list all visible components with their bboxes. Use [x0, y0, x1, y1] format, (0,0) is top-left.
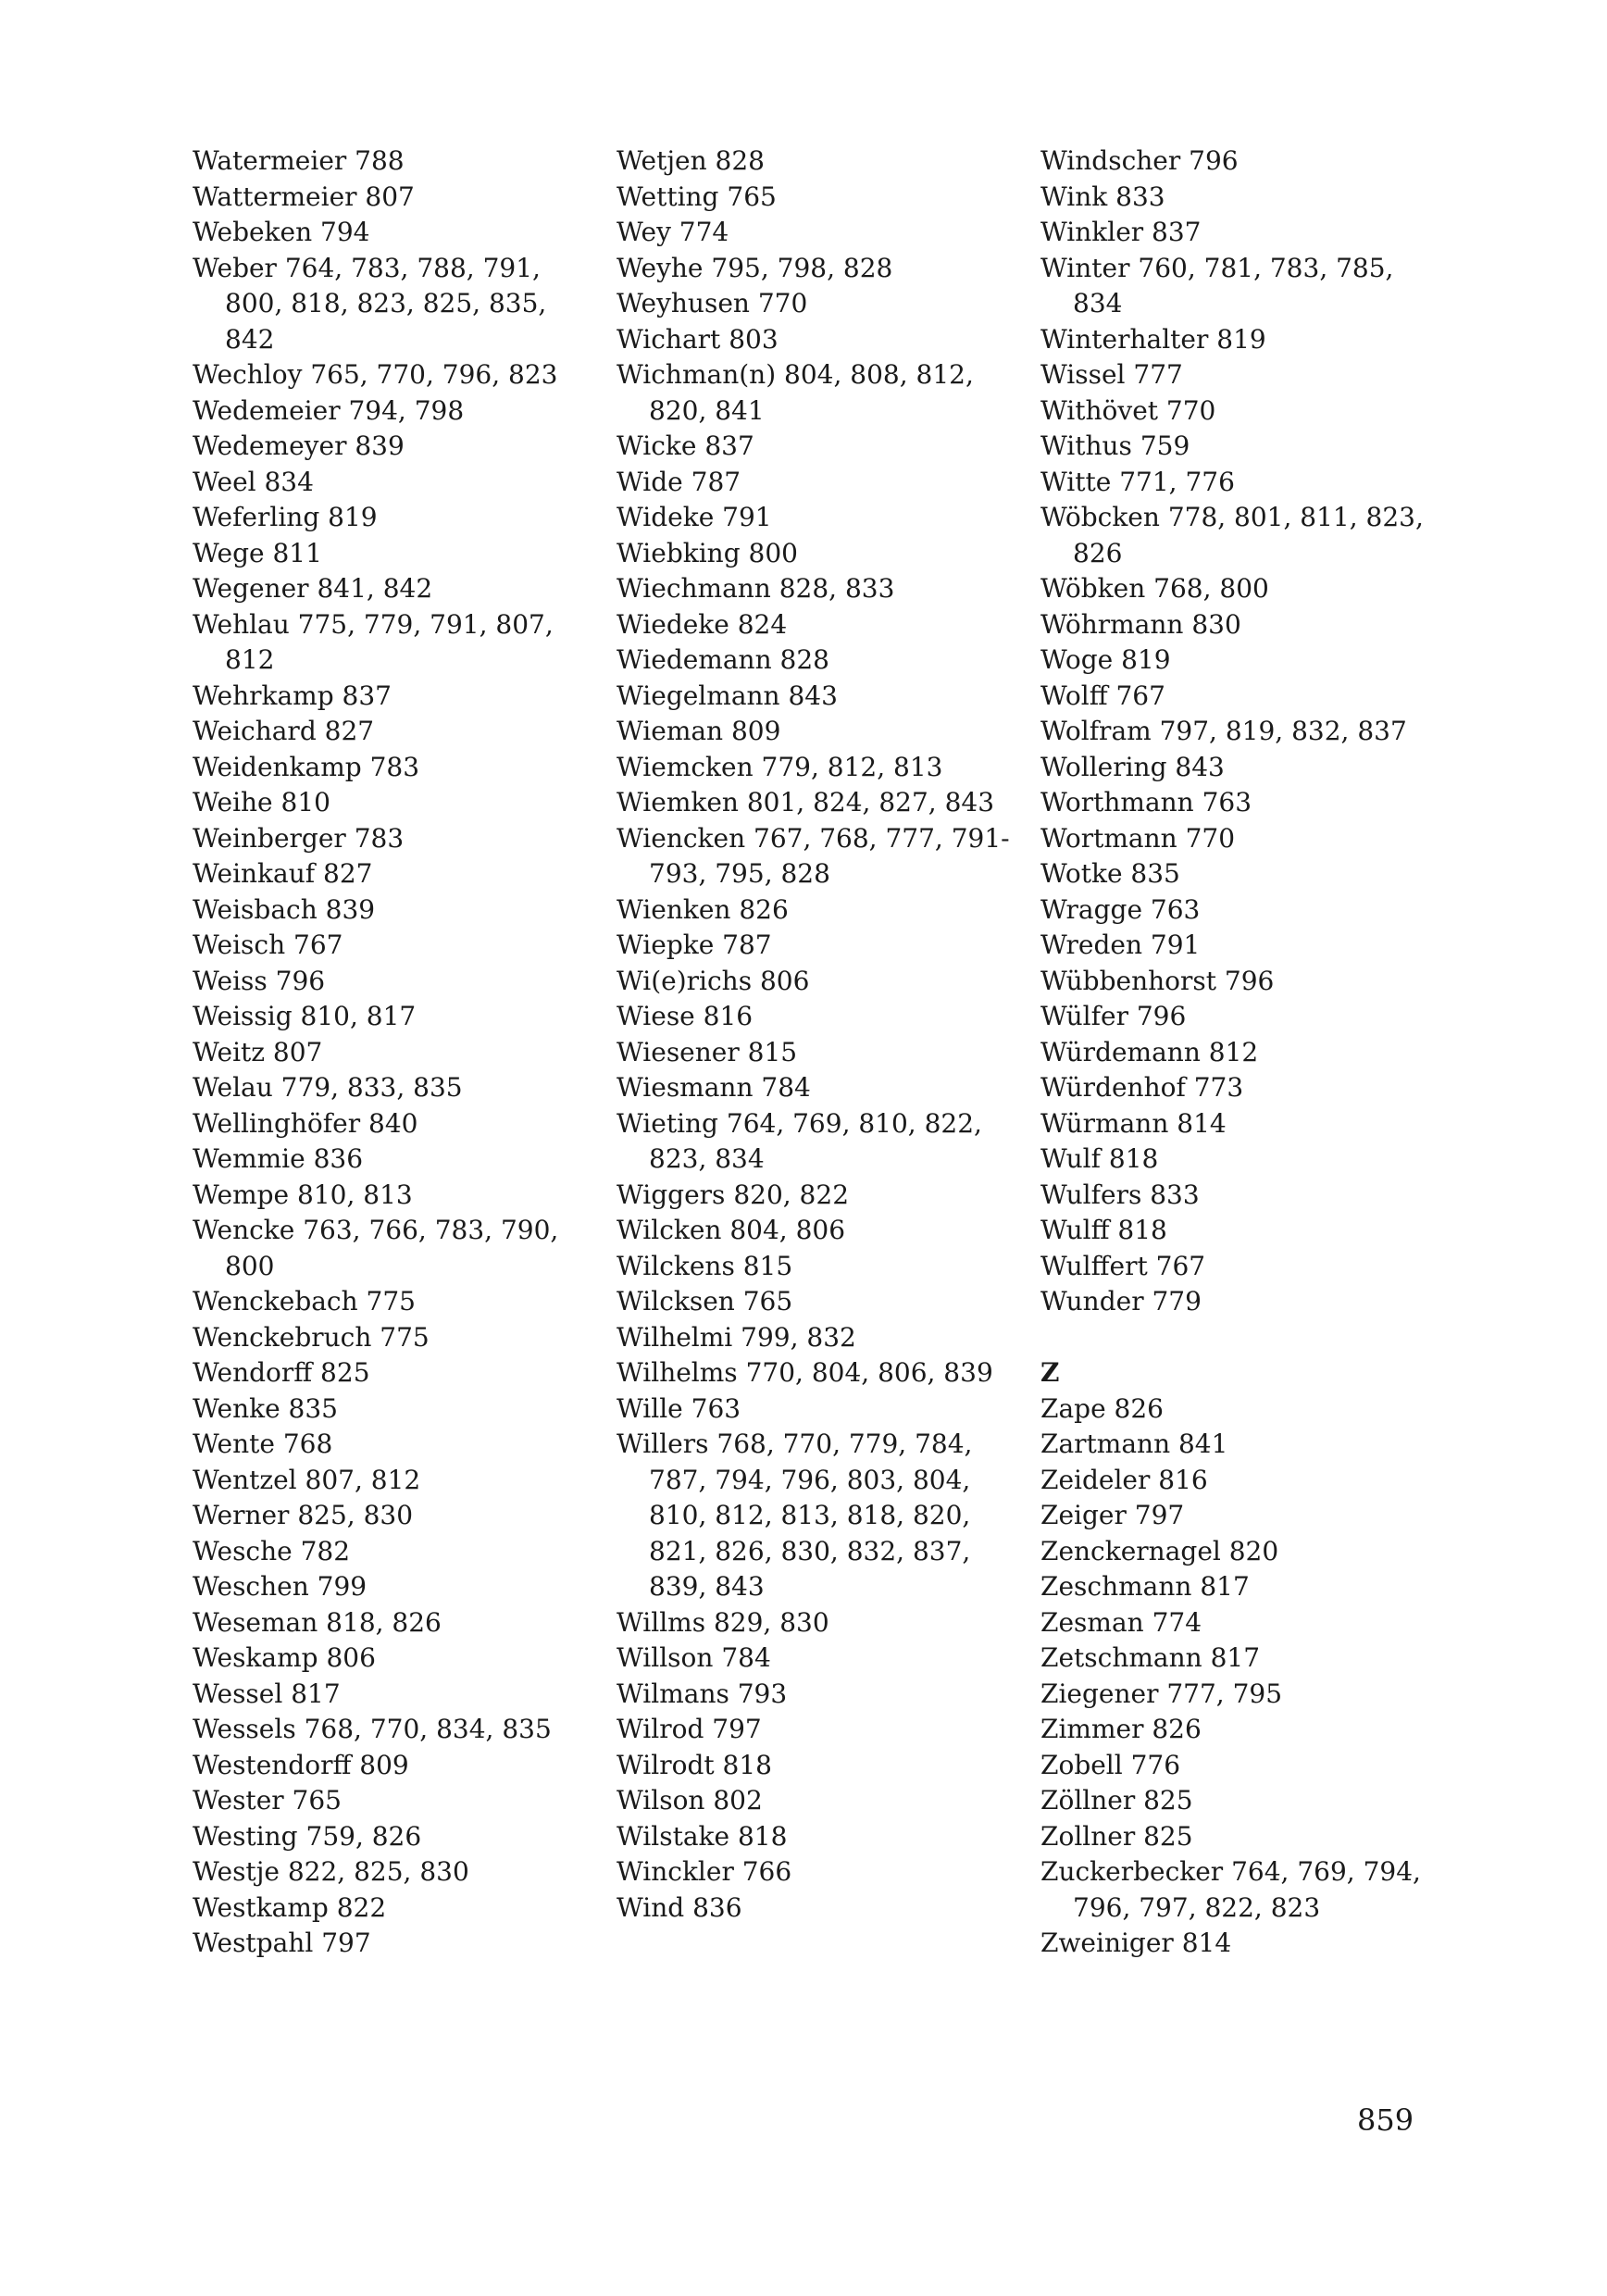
index-entry: Weisch 767 — [193, 930, 343, 960]
index-entry: Wessels 768, 770, 834, 835 — [193, 1714, 552, 1744]
index-entry: Wissel 777 — [1040, 359, 1183, 390]
index-entry: Weichard 827 — [193, 716, 375, 746]
index-entry: Wolfram 797, 819, 832, 837 — [1040, 716, 1407, 746]
index-column-3 — [1040, 144, 1439, 1962]
index-entry: Withus 759 — [1040, 430, 1190, 461]
index-entry: Wiedemann 828 — [617, 644, 829, 675]
index-entry: Wöbcken 778, 801, 811, 823, 826 — [1040, 502, 1424, 568]
index-entry: Wiepke 787 — [617, 930, 772, 960]
index-entry: Wulfers 833 — [1040, 1179, 1200, 1210]
index-entry: Wollering 843 — [1040, 751, 1225, 782]
index-entry: Wilhelms 770, 804, 806, 839 — [617, 1357, 993, 1388]
index-column-2 — [617, 144, 1015, 1926]
index-entry: Wessel 817 — [193, 1678, 341, 1709]
index-entry: Wunder 779 — [1040, 1286, 1202, 1316]
index-column-3-w-entries — [1040, 144, 1439, 1320]
index-entry: Wink 833 — [1040, 181, 1165, 212]
index-entry: Zimmer 826 — [1040, 1714, 1202, 1744]
letter-heading-z: Z — [1040, 1357, 1060, 1388]
index-entry: Wulf 818 — [1040, 1143, 1159, 1174]
index-entry: Weinberger 783 — [193, 822, 405, 854]
index-entry: Zollner 825 — [1040, 1820, 1193, 1852]
index-entry: Westing 759, 826 — [193, 1820, 422, 1852]
index-entry: Wienken 826 — [617, 893, 789, 925]
index-entry: Weel 834 — [193, 466, 314, 497]
index-entry: Wellinghöfer 840 — [193, 1107, 418, 1139]
index-entry: Würmann 814 — [1040, 1107, 1227, 1139]
index-entry: Zetschmann 817 — [1040, 1642, 1261, 1673]
index-entry: Wöhrmann 830 — [1040, 608, 1241, 640]
index-entry: Wieting 764, 769, 810, 822, 823, 834 — [617, 1107, 982, 1174]
index-entry: Wiesener 815 — [617, 1036, 798, 1067]
index-entry: Wetting 765 — [617, 181, 777, 212]
index-entry: Wiebking 800 — [617, 537, 798, 568]
index-entry: Würdemann 812 — [1040, 1036, 1259, 1067]
index-entry: Westendorff 809 — [193, 1749, 409, 1780]
index-entry: Wiedeke 824 — [617, 608, 788, 640]
index-entry: Winterhalter 819 — [1040, 323, 1266, 355]
index-entry: Willms 829, 830 — [617, 1606, 829, 1638]
index-entry: Wechloy 765, 770, 796, 823 — [193, 359, 558, 390]
index-entry: Wübbenhorst 796 — [1040, 965, 1275, 996]
index-entry: Zenckernagel 820 — [1040, 1535, 1279, 1566]
index-entry: Westkamp 822 — [193, 1891, 387, 1923]
page-number: 859 — [1357, 2103, 1414, 2138]
index-entry: Wenckebruch 775 — [193, 1321, 430, 1353]
index-entry: Würdenhof 773 — [1040, 1072, 1244, 1103]
index-entry: Weissig 810, 817 — [193, 1001, 417, 1031]
index-entry: Wempe 810, 813 — [193, 1179, 413, 1210]
index-entry: Wenckebach 775 — [193, 1286, 416, 1316]
index-entry: Wetjen 828 — [617, 145, 765, 176]
index-entry: Wey 774 — [617, 217, 729, 247]
index-entry: Zartmann 841 — [1040, 1429, 1228, 1459]
index-entry: Zuckerbecker 764, 769, 794, 796, 797, 822, 823 — [1040, 1856, 1421, 1923]
index-entry: Witte 771, 776 — [1040, 466, 1235, 497]
index-entry: Wege 811 — [193, 537, 322, 568]
index-entry: Wiesmann 784 — [617, 1072, 811, 1103]
index-entry: Zobell 776 — [1040, 1749, 1181, 1780]
index-entry: Weinkauf 827 — [193, 858, 373, 889]
index-entry: Wehlau 775, 779, 791, 807, 812 — [193, 608, 554, 675]
index-entry: Winkler 837 — [1040, 217, 1202, 247]
index-entry: Zape 826 — [1040, 1392, 1164, 1424]
index-entry: Webeken 794 — [193, 217, 370, 247]
index-entry: Weyhe 795, 798, 828 — [617, 252, 893, 283]
index-entry: Withövet 770 — [1040, 394, 1216, 426]
index-entry: Wiggers 820, 822 — [617, 1179, 850, 1210]
index-entry: Wulff 818 — [1040, 1215, 1167, 1245]
index-entry: Wind 836 — [617, 1891, 742, 1923]
index-entry: Wi(e)richs 806 — [617, 965, 810, 996]
index-entry: Windscher 796 — [1040, 145, 1239, 176]
index-entry: Wentzel 807, 812 — [193, 1464, 421, 1495]
index-entry: Weskamp 806 — [193, 1642, 376, 1673]
index-entry: Zesman 774 — [1040, 1606, 1202, 1638]
index-entry: Weihe 810 — [193, 787, 330, 817]
index-column-1 — [193, 144, 591, 1962]
index-entry: Wilstake 818 — [617, 1820, 788, 1852]
index-entry: Wehrkamp 837 — [193, 680, 392, 711]
index-entry: Wegener 841, 842 — [193, 573, 433, 604]
index-entry: Wencke 763, 766, 783, 790, 800 — [193, 1215, 559, 1281]
index-entry: Zweiniger 814 — [1040, 1928, 1232, 1958]
index-entry: Wortmann 770 — [1040, 822, 1236, 854]
index-entry: Welau 779, 833, 835 — [193, 1072, 463, 1103]
index-entry: Wesche 782 — [193, 1535, 351, 1566]
index-entry: Wester 765 — [193, 1785, 342, 1816]
index-entry: Weschen 799 — [193, 1571, 367, 1602]
index-entry: Ziegener 777, 795 — [1040, 1678, 1283, 1709]
index-entry: Winter 760, 781, 783, 785, 834 — [1040, 252, 1394, 318]
index-entry: Weseman 818, 826 — [193, 1606, 442, 1638]
index-entry: Willson 784 — [617, 1642, 771, 1673]
index-entry: Worthmann 763 — [1040, 787, 1252, 817]
index-entry: Wente 768 — [193, 1429, 333, 1459]
index-entry: Wiese 816 — [617, 1001, 754, 1031]
index-entry: Wotke 835 — [1040, 858, 1180, 889]
index-entry: Wemmie 836 — [193, 1143, 364, 1174]
index-entry: Wendorff 825 — [193, 1357, 370, 1388]
index-entry: Wulffert 767 — [1040, 1250, 1206, 1281]
index-entry: Wichman(n) 804, 808, 812, 820, 841 — [617, 359, 974, 426]
index-entry: Wedemeyer 839 — [193, 430, 405, 461]
index-entry: Wöbken 768, 800 — [1040, 573, 1269, 604]
index-entry: Wiegelmann 843 — [617, 680, 838, 711]
index-entry: Winckler 766 — [617, 1856, 792, 1887]
index-entry: Wiemken 801, 824, 827, 843 — [617, 787, 995, 817]
index-entry: Weidenkamp 783 — [193, 751, 420, 782]
index-entry: Weyhusen 770 — [617, 288, 808, 318]
index-entry: Wichart 803 — [617, 323, 779, 355]
index-entry: Wilcken 804, 806 — [617, 1215, 846, 1245]
index-entry: Wilcksen 765 — [617, 1286, 793, 1316]
index-entry: Wreden 791 — [1040, 930, 1201, 960]
index-entry: Wülfer 796 — [1040, 1001, 1187, 1031]
index-entry: Wilrodt 818 — [617, 1749, 772, 1780]
index-entry: Weisbach 839 — [193, 893, 376, 925]
index-entry: Werner 825, 830 — [193, 1500, 414, 1530]
index-entry: Wieman 809 — [617, 716, 781, 746]
index-entry: Wiechmann 828, 833 — [617, 573, 895, 604]
index-entry: Wattermeier 807 — [193, 181, 415, 212]
index-entry: Zeideler 816 — [1040, 1464, 1208, 1495]
index-entry: Wille 763 — [617, 1392, 741, 1424]
index-entry: Zöllner 825 — [1040, 1785, 1193, 1816]
index-entry: Wilckens 815 — [617, 1250, 793, 1281]
index-entry: Zeiger 797 — [1040, 1500, 1185, 1530]
index-entry: Wideke 791 — [617, 502, 772, 532]
index-entry: Wenke 835 — [193, 1392, 338, 1424]
index-entry: Wide 787 — [617, 466, 741, 497]
index-entry: Wragge 763 — [1040, 893, 1201, 925]
index-entry: Watermeier 788 — [193, 145, 405, 176]
index-entry: Wedemeier 794, 798 — [193, 394, 465, 426]
index-entry: Weitz 807 — [193, 1036, 323, 1067]
index-entry: Woge 819 — [1040, 644, 1171, 675]
index-entry: Wilmans 793 — [617, 1678, 788, 1709]
index-entry: Willers 768, 770, 779, 784, 787, 794, 796, 803, 804, 810, 812, 813, 818, 820, 821, 826, 830, 832, 837, 839, 843 — [617, 1429, 973, 1602]
index-entry: Wicke 837 — [617, 430, 754, 461]
index-entry: Wilrod 797 — [617, 1714, 762, 1744]
index-entry: Weferling 819 — [193, 502, 378, 532]
index-entry: Wolff 767 — [1040, 680, 1165, 711]
index-entry: Zeschmann 817 — [1040, 1571, 1250, 1602]
index-entry: Wiemcken 779, 812, 813 — [617, 751, 943, 782]
index-column-3-z-entries — [1040, 1391, 1439, 1962]
index-entry: Wilson 802 — [617, 1785, 763, 1816]
index-entry: Wiencken 767, 768, 777, 791-793, 795, 828 — [617, 822, 1010, 889]
index-entry: Westje 822, 825, 830 — [193, 1856, 469, 1887]
index-entry: Wilhelmi 799, 832 — [617, 1321, 856, 1353]
index-entry: Westpahl 797 — [193, 1928, 371, 1958]
index-entry: Weber 764, 783, 788, 791, 800, 818, 823, 825, 835, 842 — [193, 252, 547, 355]
index-entry: Weiss 796 — [193, 965, 326, 996]
